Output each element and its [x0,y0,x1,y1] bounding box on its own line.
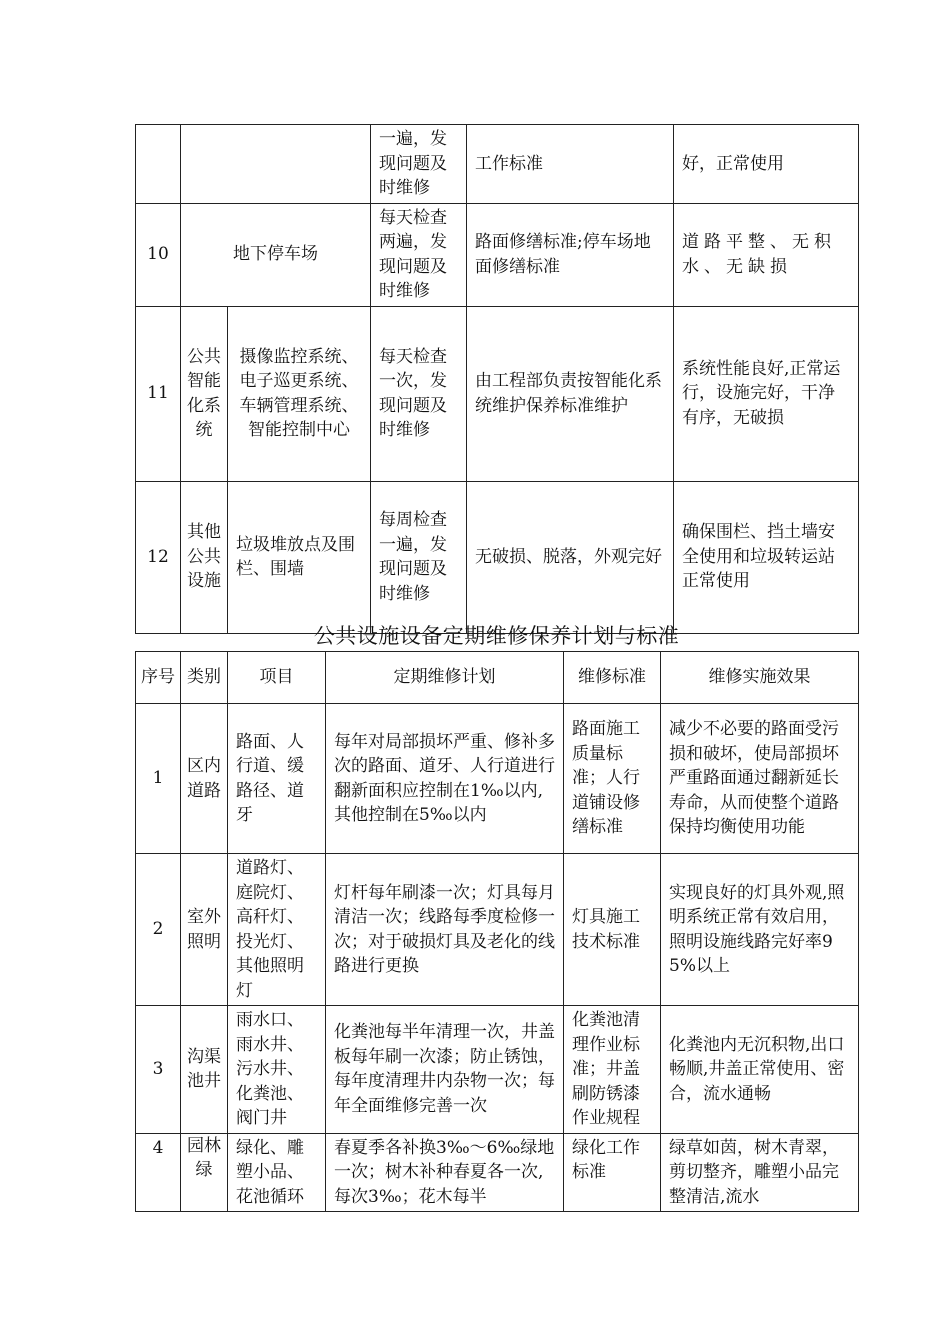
table-row [136,203,859,306]
row-number: 11 [136,306,181,481]
section-title: 公共设施设备定期维修保养计划与标准 [313,624,680,648]
table-row [136,306,859,481]
header-plan: 定期维修计划 [326,652,564,704]
effect-cell: 系统性能良好,正常运行，设施完好，干净有序，无破损 [674,306,859,481]
effect-cell: 绿草如茵，树木青翠，剪切整齐，雕塑小品完整清洁,流水 [661,1133,859,1212]
item-cell: 摄像监控系统、电子巡更系统、车辆管理系统、智能控制中心 [228,306,371,481]
header-no: 序号 [136,652,181,704]
header-category: 类别 [181,652,228,704]
table-row [136,704,859,854]
category-cell: 公共智能化系统 [181,306,228,481]
item-cell: 绿化、雕塑小品、花池循环 [228,1133,326,1212]
table-row [136,481,859,633]
plan-cell: 每天检查一次，发现问题及时维修 [371,306,467,481]
item-cell: 雨水口、雨水井、污水井、化粪池、阀门井 [228,1006,326,1134]
category-cell: 室外照明 [181,854,228,1006]
row-number: 2 [136,854,181,1006]
standard-cell: 工作标准 [467,125,674,204]
header-effect: 维修实施效果 [661,652,859,704]
item-cell: 道路灯、庭院灯、高秆灯、投光灯、其他照明灯 [228,854,326,1006]
table-row [136,1006,859,1134]
item-cell: 路面、人行道、缓路径、道牙 [228,704,326,854]
effect-cell: 实现良好的灯具外观,照明系统正常有效启用，照明设施线路完好率95%以上 [661,854,859,1006]
row-number: 4 [136,1133,181,1212]
plan-cell: 春夏季各补换3‰～6‰绿地一次；树木补种春夏各一次,每次3‰；花木每半 [326,1133,564,1212]
effect-cell: 确保围栏、挡土墙安全使用和垃圾转运站正常使用 [674,481,859,633]
maintenance-plan-table [135,651,859,1212]
standard-cell: 路面修缮标准;停车场地面修缮标准 [467,203,674,306]
category-cell: 区内道路 [181,704,228,854]
table-header-row [136,652,859,704]
category-cell: 园林绿 [181,1133,228,1212]
standard-cell: 路面施工质量标准；人行道铺设修缮标准 [564,704,661,854]
plan-cell: 灯杆每年刷漆一次；灯具每月清洁一次；线路每季度检修一次；对于破损灯具及老化的线路进行更换 [326,854,564,1006]
table-row [136,854,859,1006]
effect-cell: 化粪池内无沉积物,出口畅顺,井盖正常使用、密合，流水通畅 [661,1006,859,1134]
plan-cell: 每天检查两遍，发现问题及时维修 [371,203,467,306]
item-cell: 地下停车场 [181,203,371,306]
standard-cell: 化粪池清理作业标准；井盖刷防锈漆作业规程 [564,1006,661,1134]
effect-cell: 减少不必要的路面受污损和破坏，使局部损坏严重路面通过翻新延长寿命，从而使整个道路保持均衡使用功能 [661,704,859,854]
standard-cell: 无破损、脱落，外观完好 [467,481,674,633]
standard-cell: 绿化工作标准 [564,1133,661,1212]
item-cell: 垃圾堆放点及围栏、围墙 [228,481,371,633]
category-cell: 沟渠池井 [181,1006,228,1134]
maintenance-table-continued [135,124,859,634]
plan-cell: 每年对局部损坏严重、修补多次的路面、道牙、人行道进行翻新面积应控制在1‰以内,其他控制在5‰以内 [326,704,564,854]
standard-cell: 灯具施工技术标准 [564,854,661,1006]
row-number [136,125,181,204]
item-cell [181,125,371,204]
plan-cell: 每周检查一遍，发现问题及时维修 [371,481,467,633]
row-number: 12 [136,481,181,633]
header-standard: 维修标准 [564,652,661,704]
category-cell: 其他公共设施 [181,481,228,633]
effect-cell: 道路平整、无积水、无缺损 [674,203,859,306]
plan-cell: 一遍，发现问题及时维修 [371,125,467,204]
row-number: 3 [136,1006,181,1134]
table-row [136,125,859,204]
plan-cell: 化粪池每半年清理一次，井盖板每年刷一次漆；防止锈蚀，每年度清理井内杂物一次；每年全面维修完善一次 [326,1006,564,1134]
row-number: 10 [136,203,181,306]
table-row [136,1133,859,1212]
standard-cell: 由工程部负责按智能化系统维护保养标准维护 [467,306,674,481]
effect-cell: 好，正常使用 [674,125,859,204]
row-number: 1 [136,704,181,854]
header-item: 项目 [228,652,326,704]
